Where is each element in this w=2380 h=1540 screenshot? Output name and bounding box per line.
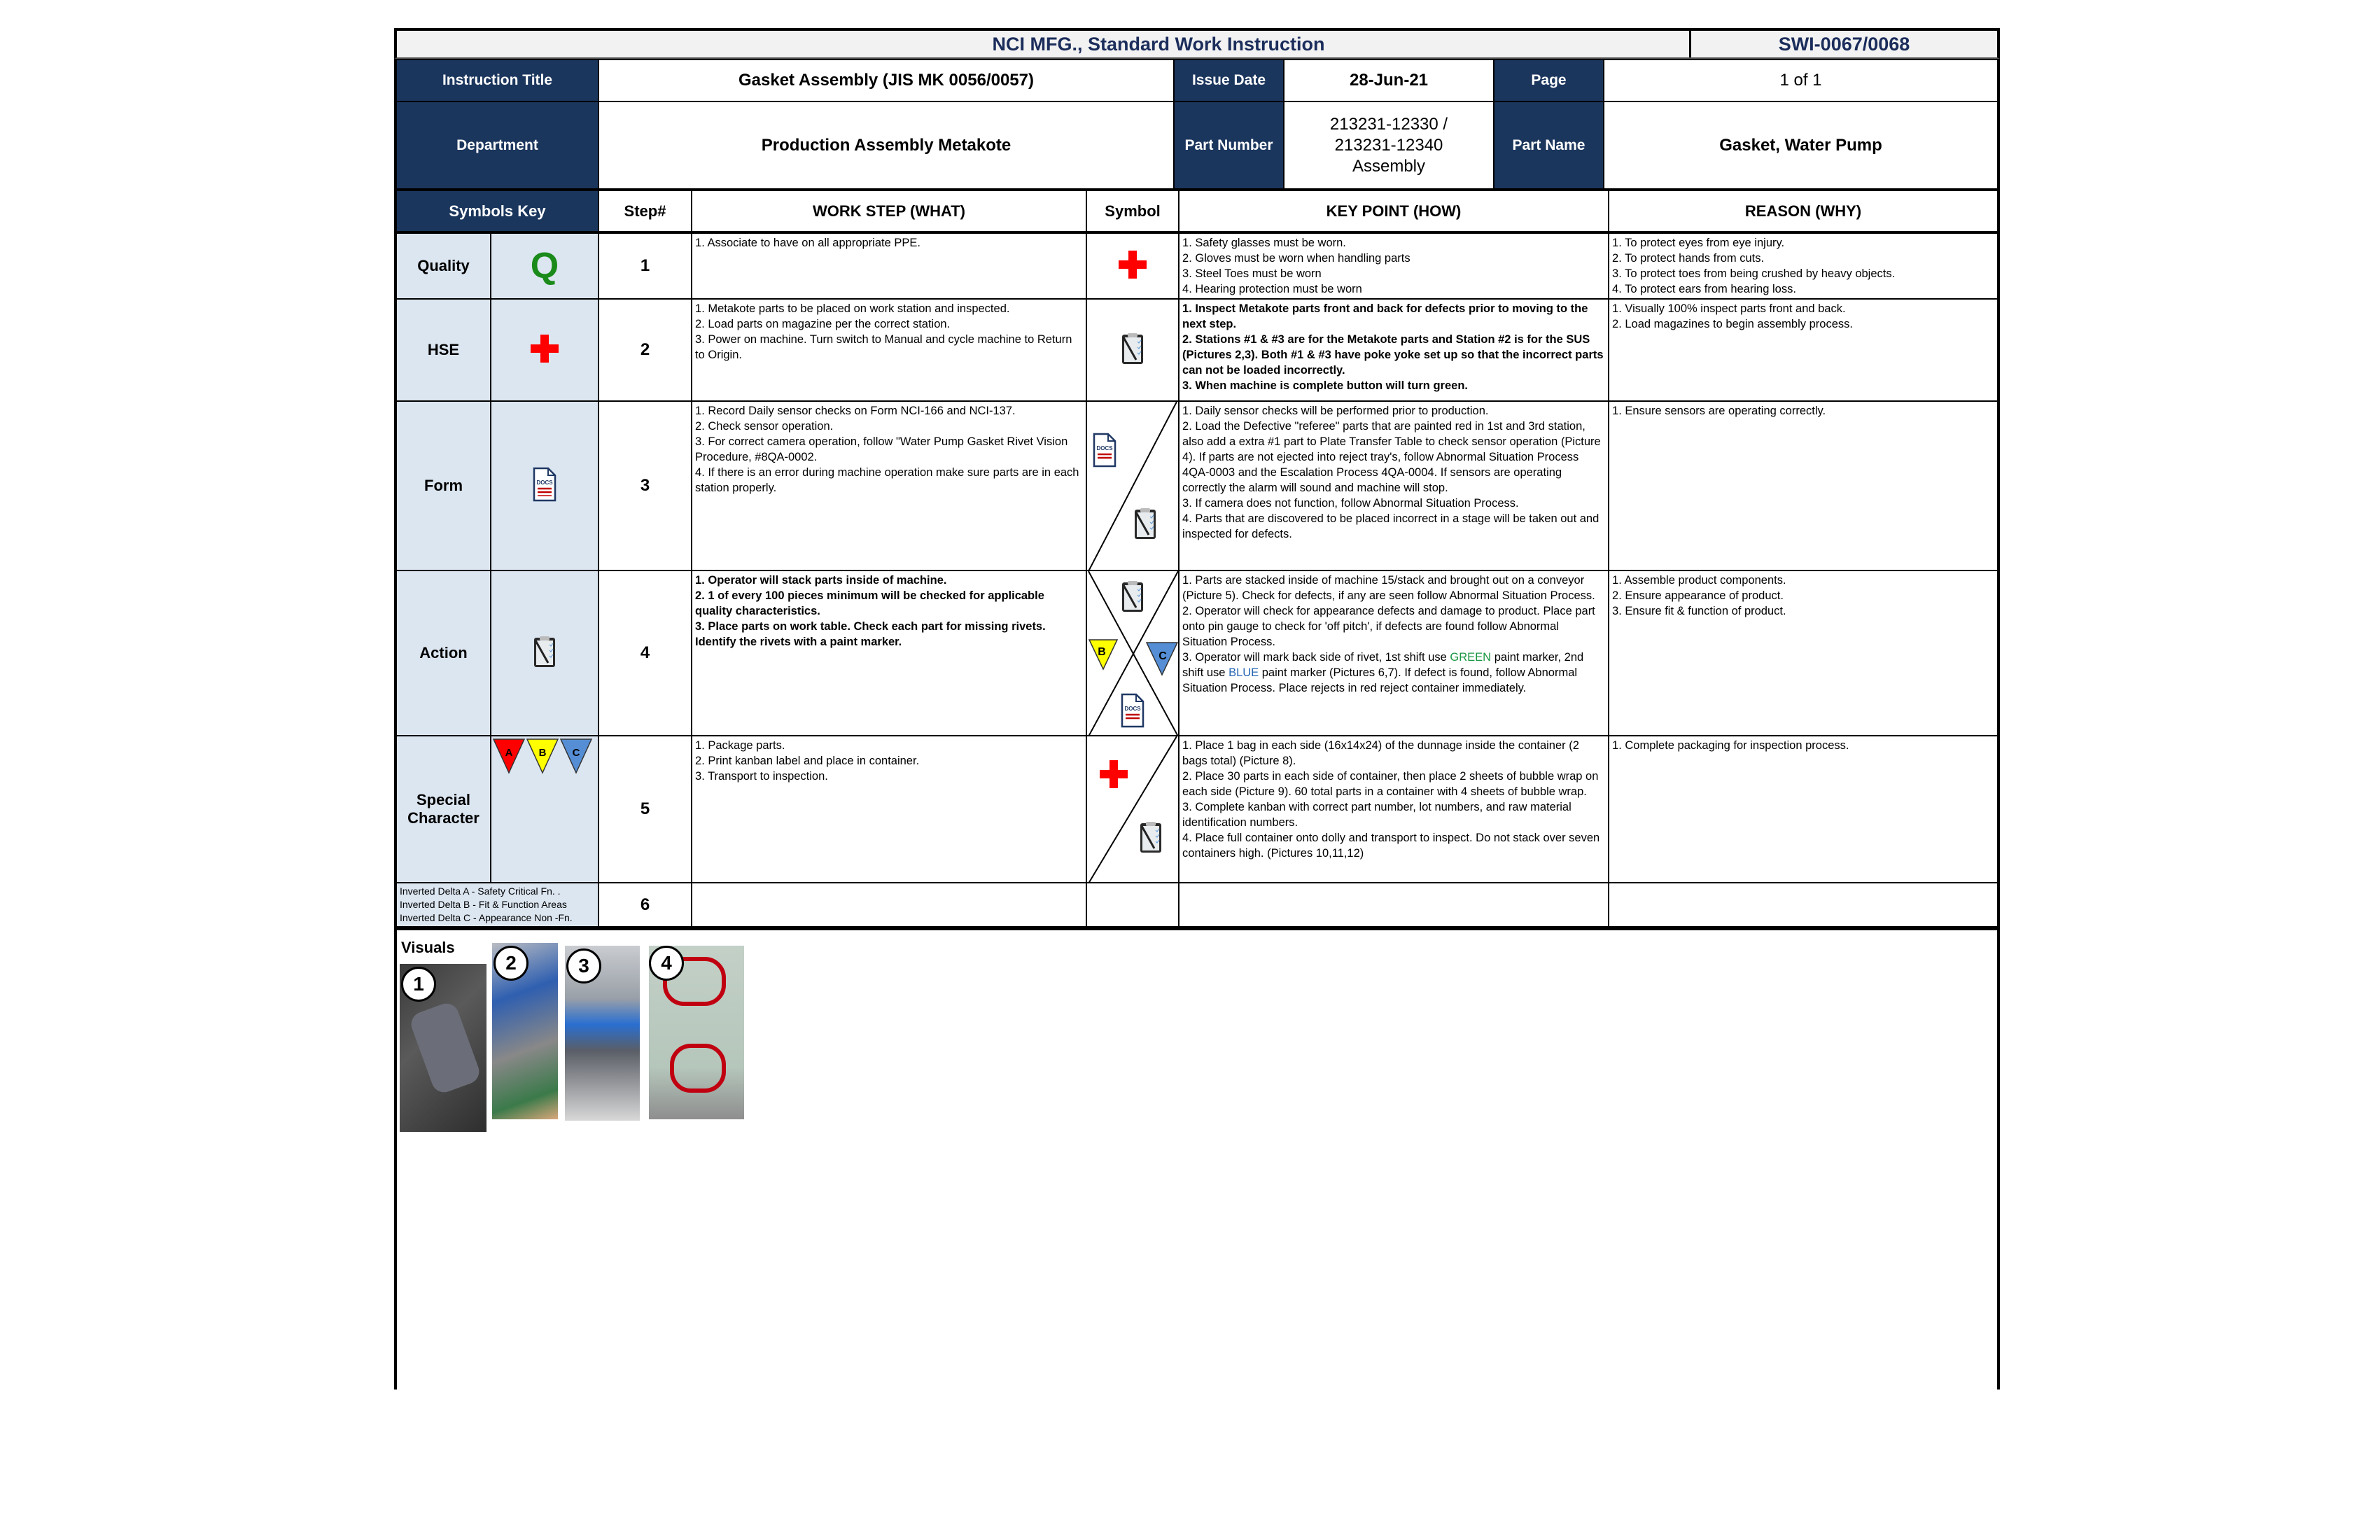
department-label: Department bbox=[396, 102, 598, 189]
reason-text: 1. Complete packaging for inspection process. bbox=[1609, 736, 1998, 883]
clipboard-checklist-icon bbox=[1133, 507, 1157, 540]
inverted-delta-abc-icons bbox=[492, 738, 597, 774]
photo-number-badge: 1 bbox=[401, 967, 436, 1002]
reason-text: 1. Visually 100% inspect parts front and back. 2. Load magazines to begin assembly process. bbox=[1609, 299, 1998, 401]
title-bar bbox=[394, 28, 2000, 59]
symbol-key-hse-label: HSE bbox=[396, 299, 491, 401]
docs-icon bbox=[533, 467, 556, 502]
issue-date-value: 28-Jun-21 bbox=[1284, 59, 1494, 102]
photo-2 bbox=[492, 943, 558, 1119]
instruction-title-value: Gasket Assembly (JIS MK 0056/0057) bbox=[598, 59, 1174, 102]
symbol-key-action-label: Action bbox=[396, 570, 491, 736]
visuals-section bbox=[394, 927, 2000, 1390]
department-value: Production Assembly Metakote bbox=[598, 102, 1174, 189]
work-step-text: 1. Record Daily sensor checks on Form NCI-166 and NCI-137. 2. Check sensor operation. 3. For correct camera operation, follow "Water Pump Gasket Rivet Vision Procedure, #8QA-0002. 4. If there is an error during machine operation make sure parts are in each station properly. bbox=[692, 401, 1086, 570]
svg-text:B: B bbox=[538, 747, 547, 759]
svg-text:DOCS: DOCS bbox=[536, 479, 553, 486]
step-row-5 bbox=[396, 736, 1998, 883]
svg-text:DOCS: DOCS bbox=[1096, 445, 1113, 451]
svg-text:B: B bbox=[1098, 646, 1106, 658]
document-title: NCI MFG., Standard Work Instruction bbox=[992, 33, 1325, 55]
diagonal-divider bbox=[1087, 402, 1179, 570]
delta-legend: Inverted Delta A - Safety Critical Fn. . Inverted Delta B - Fit & Function Areas Inverted Delta C - Appearance Non -Fn. bbox=[396, 883, 598, 927]
svg-text:A: A bbox=[505, 747, 513, 759]
step-symbols bbox=[1086, 299, 1179, 401]
page-label: Page bbox=[1494, 59, 1604, 102]
reason-text: 1. To protect eyes from eye injury. 2. To protect hands from cuts. 3. To protect toes from being crushed by heavy objects. 4. To protect ears from hearing loss. bbox=[1609, 232, 1998, 299]
visuals-label: Visuals bbox=[401, 939, 455, 956]
clipboard-checklist-icon bbox=[1121, 580, 1144, 613]
svg-text:C: C bbox=[572, 747, 580, 759]
key-point-text: 1. Daily sensor checks will be performed prior to production. 2. Load the Defective "referee" parts that are painted red in 1st and 3rd station, also add a extra #1 part to Plate Transfer Table to check sensor operation (Picture 4). If parts are not ejected into reject tray's, follow Abnormal Situation Process 4QA-0003 and the Escalation Process 4QA-0004. If sensors are operating correctly the alarm will sound and machine will stop. 3. If camera does not function, follow Abnormal Situation Process. 4. Parts that are discovered to be placed incorrect in a stage will be taken out and inspected for defects. bbox=[1179, 401, 1609, 570]
key-point-text: 1. Safety glasses must be worn. 2. Gloves must be worn when handling parts 3. Steel Toes must be worn 4. Hearing protection must be worn bbox=[1179, 232, 1609, 299]
photo-number-badge: 2 bbox=[493, 946, 528, 981]
symbol-key-quality-label: Quality bbox=[396, 232, 491, 299]
part-number-value: 213231-12330 / 213231-12340 Assembly bbox=[1284, 102, 1494, 189]
inverted-delta-c-icon bbox=[1146, 641, 1178, 676]
symbol-header: Symbol bbox=[1086, 190, 1179, 232]
reason-text: 1. Ensure sensors are operating correctly. bbox=[1609, 401, 1998, 570]
reason-text: 1. Assemble product components. 2. Ensure appearance of product. 3. Ensure fit & function of product. bbox=[1609, 570, 1998, 736]
reason-header: REASON (WHY) bbox=[1609, 190, 1998, 232]
clipboard-checklist-icon bbox=[533, 635, 556, 668]
clipboard-checklist-icon bbox=[1121, 332, 1144, 365]
photo-number-badge: 4 bbox=[649, 946, 684, 981]
key-point-text: 1. Inspect Metakote parts front and back for defects prior to moving to the next step. 2. Stations #1 & #3 are for the Metakote parts and Station #2 is for the SUS (Pictures 2,3). Both #1 & #3 have poke yoke set up so that the incorrect parts can not be loaded incorrectly. 3. When machine is complete button will turn green. bbox=[1179, 299, 1609, 401]
step-number: 4 bbox=[598, 570, 692, 736]
photo-number-badge: 3 bbox=[566, 948, 601, 983]
issue-date-label: Issue Date bbox=[1174, 59, 1284, 102]
step-number: 1 bbox=[598, 232, 692, 299]
symbol-key-special-character-label: Special Character bbox=[396, 736, 491, 883]
symbol-key-form-label: Form bbox=[396, 401, 491, 570]
svg-text:C: C bbox=[1158, 650, 1167, 662]
key-point-text: 1. Parts are stacked inside of machine 15/stack and brought out on a conveyor (Picture 5). Check for defects, if any are seen follow Abnormal Situation Process. 2. Operator will check for appearance defects and damage to product. Place part onto pin gauge to check for 'off pitch', if defects are found follow Abnormal Situation Process. 3. Operator will mark back side of rivet, 1st shift use GREEN paint marker, 2nd shift use BLUE paint marker (Pictures 6,7). If defect is found, follow Abnormal Situation Process. Place rejects in red reject container immediately. bbox=[1179, 570, 1609, 736]
clipboard-checklist-icon bbox=[1139, 820, 1163, 854]
work-step-text: 1. Associate to have on all appropriate PPE. bbox=[692, 232, 1086, 299]
green-marker-text: GREEN bbox=[1450, 651, 1492, 664]
photo-4 bbox=[649, 946, 744, 1119]
step-number: 2 bbox=[598, 299, 692, 401]
step-number: 6 bbox=[598, 883, 692, 927]
work-instruction-document bbox=[394, 28, 2000, 1390]
step-number: 5 bbox=[598, 736, 692, 883]
instruction-title-label: Instruction Title bbox=[396, 59, 598, 102]
part-name-label: Part Name bbox=[1494, 102, 1604, 189]
key-point-marker-colors: 3. Operator will mark back side of rivet, 1st shift use GREEN paint marker, 2nd shift use BLUE paint marker (Pictures 6,7). If defect is found, follow Abnormal Situation Process. Place rejects in red reject container immediately. bbox=[1182, 651, 1584, 694]
docs-icon bbox=[1121, 693, 1144, 728]
red-cross-icon bbox=[1100, 760, 1128, 788]
diagonal-divider bbox=[1087, 736, 1179, 883]
work-step-text: 1. Operator will stack parts inside of machine. 2. 1 of every 100 pieces minimum will be checked for applicable quality characteristics. 3. Place parts on work table. Check each part for missing rivets. Identify the rivets with a paint marker. bbox=[692, 570, 1086, 736]
step-symbols bbox=[1086, 883, 1179, 927]
work-step-text: 1. Package parts. 2. Print kanban label and place in container. 3. Transport to inspection. bbox=[692, 736, 1086, 883]
part-number-label: Part Number bbox=[1174, 102, 1284, 189]
step-row-1 bbox=[396, 232, 1998, 299]
page-value: 1 of 1 bbox=[1604, 59, 1998, 102]
blue-marker-text: BLUE bbox=[1228, 666, 1259, 679]
step-row-4 bbox=[396, 570, 1998, 736]
step-number: 3 bbox=[598, 401, 692, 570]
step-row-6 bbox=[396, 883, 1998, 927]
step-symbols bbox=[1086, 401, 1179, 570]
photo-1 bbox=[400, 964, 486, 1132]
reason-text bbox=[1609, 883, 1998, 927]
red-cross-icon bbox=[1119, 251, 1147, 279]
part-name-value: Gasket, Water Pump bbox=[1604, 102, 1998, 189]
step-row-3 bbox=[396, 401, 1998, 570]
red-cross-icon bbox=[531, 335, 559, 363]
key-point-text: 1. Place 1 bag in each side (16x14x24) of the dunnage inside the container (2 bags total) (Picture 8). 2. Place 30 parts in each side of container, then place 2 sheets of bubble wrap on each side (Picture 9). 60 total parts in a container with 4 sheets of bubble wrap. 3. Complete kanban with correct part number, lot numbers, and raw material identification numbers. 4. Place full container onto dolly and transport to inspect. Do not stack over seven containers high. (Pictures 10,11,12) bbox=[1179, 736, 1609, 883]
svg-text:DOCS: DOCS bbox=[1124, 706, 1141, 712]
step-symbols bbox=[1086, 736, 1179, 883]
step-symbols bbox=[1086, 570, 1179, 736]
docs-icon bbox=[1093, 433, 1116, 468]
work-step-text bbox=[692, 883, 1086, 927]
work-steps-table bbox=[394, 190, 2000, 927]
step-symbols bbox=[1086, 232, 1179, 299]
step-header: Step# bbox=[598, 190, 692, 232]
work-step-text: 1. Metakote parts to be placed on work station and inspected. 2. Load parts on magazine per the correct station. 3. Power on machine. Turn switch to Manual and cycle machine to Return to Origin. bbox=[692, 299, 1086, 401]
info-grid bbox=[394, 59, 2000, 190]
work-step-header: WORK STEP (WHAT) bbox=[692, 190, 1086, 232]
key-point-header: KEY POINT (HOW) bbox=[1179, 190, 1609, 232]
quality-q-icon: Q bbox=[530, 246, 559, 286]
document-id: SWI-0067/0068 bbox=[1689, 31, 1997, 57]
inverted-delta-b-icon bbox=[1088, 638, 1118, 671]
key-point-text bbox=[1179, 883, 1609, 927]
step-row-2 bbox=[396, 299, 1998, 401]
symbols-key-header: Symbols Key bbox=[396, 190, 598, 232]
photo-3 bbox=[565, 946, 640, 1121]
